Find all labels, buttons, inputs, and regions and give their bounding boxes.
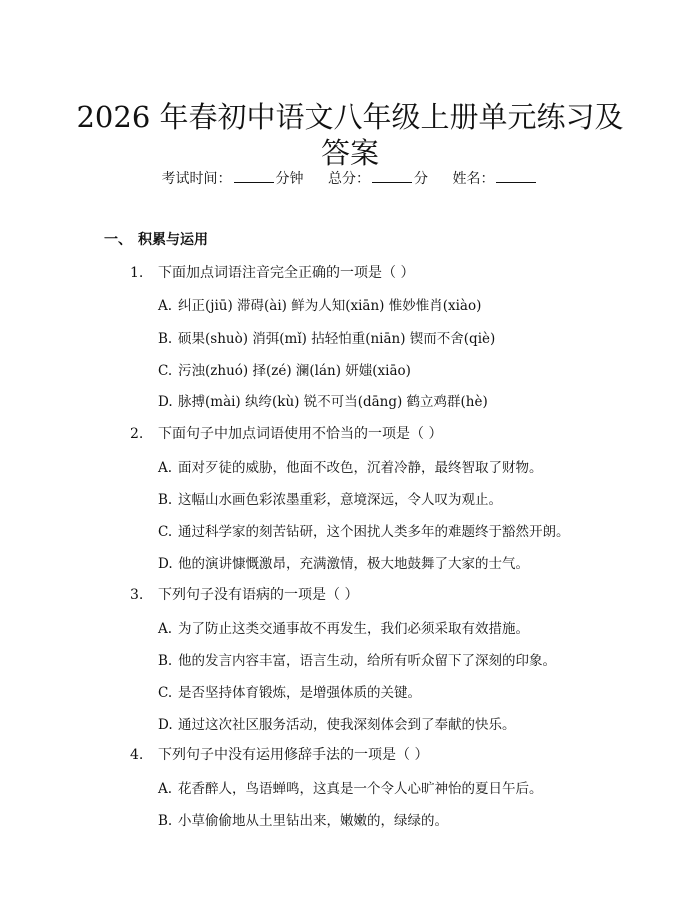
option-text: 通过科学家的刻苦钻研，这个困扰人类多年的难题终于豁然开朗。 <box>178 524 570 540</box>
question-2-option-d <box>158 552 529 572</box>
question-1-option-a <box>158 294 481 314</box>
option-text: 污浊(zhuó) 择(zé) 澜(lán) 妍媸(xiāo) <box>178 363 411 379</box>
question-text: 下面加点词语注音完全正确的一项是（ ） <box>158 265 415 281</box>
option-text: 纠正(jiū) 滞碍(ài) 鲜为人知(xiān) 惟妙惟肖(xiào) <box>178 298 482 314</box>
option-text: 花香醉人，鸟语蝉鸣，这真是一个令人心旷神怡的夏日午后。 <box>178 781 543 797</box>
exam-time-field <box>162 168 304 188</box>
student-name-field <box>452 168 538 188</box>
question-number: 1. <box>130 265 144 281</box>
option-text: 是否坚持体育锻炼，是增强体质的关键。 <box>178 685 421 701</box>
question-3-option-b <box>158 649 556 669</box>
option-letter: C. <box>158 363 173 379</box>
section-heading <box>104 229 208 249</box>
option-text: 脉搏(mài) 纨绔(kù) 锐不可当(dāng) 鹤立鸡群(hè) <box>178 394 488 410</box>
student-name-blank <box>496 170 536 183</box>
option-text: 面对歹徒的威胁，他面不改色，沉着冷静，最终智取了财物。 <box>178 460 543 476</box>
question-3-option-c <box>158 681 421 701</box>
question-2-option-a <box>158 456 543 476</box>
question-4-option-b <box>158 809 448 829</box>
option-letter: B. <box>158 653 173 669</box>
option-letter: C. <box>158 524 173 540</box>
exam-time-label: 考试时间： <box>161 171 232 187</box>
option-letter: B. <box>158 492 173 508</box>
question-number: 2. <box>130 426 144 442</box>
question-text: 下列句子中没有运用修辞手法的一项是（ ） <box>158 747 429 763</box>
exam-time-blank <box>234 170 274 183</box>
question-1-option-c <box>158 359 411 379</box>
option-letter: A. <box>158 298 173 314</box>
option-text: 通过这次社区服务活动，使我深刻体会到了奉献的快乐。 <box>178 717 516 733</box>
option-text: 小草偷偷地从土里钻出来，嫩嫩的，绿绿的。 <box>178 813 448 829</box>
option-text: 这幅山水画色彩浓墨重彩，意境深远，令人叹为观止。 <box>178 492 502 508</box>
question-2 <box>130 423 442 443</box>
question-4 <box>130 744 428 764</box>
exam-info-line <box>0 168 700 188</box>
option-letter: A. <box>158 781 173 797</box>
option-text: 他的演讲慷慨激昂，充满激情，极大地鼓舞了大家的士气。 <box>178 556 529 572</box>
question-1-option-b <box>158 327 495 347</box>
page-title: 2026 年春初中语文八年级上册单元练习及答案 <box>76 100 624 171</box>
student-name-label: 姓名： <box>452 171 495 187</box>
exam-time-unit: 分钟 <box>275 171 304 187</box>
option-letter: D. <box>158 717 173 733</box>
question-1-option-d <box>158 390 488 410</box>
option-letter: A. <box>158 460 173 476</box>
question-3-option-d <box>158 713 516 733</box>
option-text: 硕果(shuò) 消弭(mǐ) 拈轻怕重(niān) 锲而不舍(qiè) <box>178 331 496 347</box>
question-1 <box>130 262 414 282</box>
question-text: 下面句子中加点词语使用不恰当的一项是（ ） <box>158 426 443 442</box>
question-number: 3. <box>130 587 144 603</box>
option-letter: B. <box>158 813 173 829</box>
option-text: 为了防止这类交通事故不再发生，我们必须采取有效措施。 <box>178 621 529 637</box>
option-letter: D. <box>158 394 173 410</box>
option-text: 他的发言内容丰富，语言生动，给所有听众留下了深刻的印象。 <box>178 653 556 669</box>
question-4-option-a <box>158 777 543 797</box>
option-letter: D. <box>158 556 173 572</box>
option-letter: A. <box>158 621 173 637</box>
option-letter: C. <box>158 685 173 701</box>
question-2-option-c <box>158 520 570 540</box>
total-score-blank <box>372 170 412 183</box>
total-score-unit: 分 <box>414 171 428 187</box>
question-3-option-a <box>158 617 529 637</box>
section-title: 积累与运用 <box>138 232 208 248</box>
question-number: 4. <box>130 747 144 763</box>
total-score-field <box>328 168 428 188</box>
question-3 <box>130 584 358 604</box>
question-2-option-b <box>158 488 502 508</box>
option-letter: B. <box>158 331 173 347</box>
total-score-label: 总分： <box>328 171 370 187</box>
section-number: 一、 <box>104 232 132 248</box>
question-text: 下列句子没有语病的一项是（ ） <box>158 587 359 603</box>
